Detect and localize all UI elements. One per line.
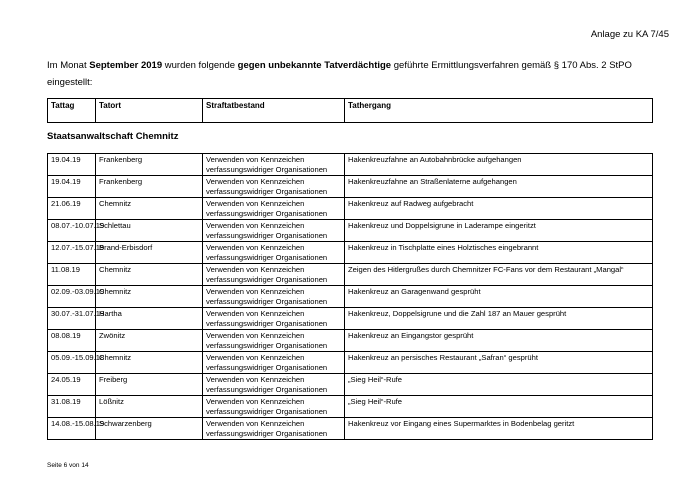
cell-offense: Verwenden von Kennzeichen verfassungswidriger Organisationen — [203, 242, 345, 264]
table-row — [48, 286, 653, 308]
cell-offense: Verwenden von Kennzeichen verfassungswidriger Organisationen — [203, 418, 345, 440]
cell-place: Chemnitz — [96, 352, 203, 374]
table-row — [48, 308, 653, 330]
table-row — [48, 154, 653, 176]
cell-place: Frankenberg — [96, 176, 203, 198]
cell-description: Hakenkreuz und Doppelsigrune in Laderampe eingeritzt — [345, 220, 653, 242]
cell-offense: Verwenden von Kennzeichen verfassungswidriger Organisationen — [203, 198, 345, 220]
case-rows — [48, 154, 653, 440]
cell-place: Chemnitz — [96, 264, 203, 286]
intro-part3: geführte Ermittlungsverfahren gemäß § 170 Abs. 2 StPO eingestellt: — [47, 60, 632, 88]
cell-offense: Verwenden von Kennzeichen verfassungswidriger Organisationen — [203, 286, 345, 308]
table-row — [48, 330, 653, 352]
intro-emphasis: gegen unbekannte Tatverdächtige — [237, 60, 392, 71]
cell-date: 24.05.19 — [48, 374, 96, 396]
cell-date: 02.09.-03.09.19 — [48, 286, 96, 308]
cell-offense: Verwenden von Kennzeichen verfassungswidriger Organisationen — [203, 396, 345, 418]
intro-paragraph — [47, 57, 653, 91]
intro-part1: Im Monat — [47, 60, 90, 71]
cell-description: Hakenkreuz an Eingangstor gesprüht — [345, 330, 653, 352]
cell-description: Hakenkreuz an Garagenwand gesprüht — [345, 286, 653, 308]
cell-offense: Verwenden von Kennzeichen verfassungswidriger Organisationen — [203, 330, 345, 352]
table-row — [48, 418, 653, 440]
cell-offense: Verwenden von Kennzeichen verfassungswidriger Organisationen — [203, 352, 345, 374]
cell-place: Chemnitz — [96, 286, 203, 308]
cell-date: 05.09.-15.09.18 — [48, 352, 96, 374]
cell-description: Hakenkreuzfahne an Straßenlaterne aufgehangen — [345, 176, 653, 198]
cell-date: 19.04.19 — [48, 176, 96, 198]
cell-date: 08.08.19 — [48, 330, 96, 352]
header-tathergang: Tathergang — [345, 99, 653, 123]
cell-offense: Verwenden von Kennzeichen verfassungswidriger Organisationen — [203, 220, 345, 242]
intro-month: September 2019 — [89, 60, 163, 71]
table-row — [48, 374, 653, 396]
cell-offense: Verwenden von Kennzeichen verfassungswidriger Organisationen — [203, 374, 345, 396]
cell-date: 11.08.19 — [48, 264, 96, 286]
annex-label: Anlage zu KA 7/45 — [590, 29, 669, 40]
cell-date: 12.07.-15.07.19 — [48, 242, 96, 264]
section-title: Staatsanwaltschaft Chemnitz — [47, 131, 179, 142]
header-tattag: Tattag — [48, 99, 96, 123]
cell-offense: Verwenden von Kennzeichen verfassungswidriger Organisationen — [203, 308, 345, 330]
cell-description: „Sieg Heil“-Rufe — [345, 374, 653, 396]
intro-part2: wurden folgende — [162, 60, 238, 71]
header-straftatbestand: Straftatbestand — [203, 99, 345, 123]
cell-place: Brand-Erbisdorf — [96, 242, 203, 264]
cell-offense: Verwenden von Kennzeichen verfassungswidriger Organisationen — [203, 154, 345, 176]
cell-description: Hakenkreuz in Tischplatte eines Holztisches eingebrannt — [345, 242, 653, 264]
cell-date: 30.07.-31.07.19 — [48, 308, 96, 330]
table-row — [48, 242, 653, 264]
table-row — [48, 220, 653, 242]
page-footer: Seite 6 von 14 — [47, 462, 89, 469]
cell-description: Zeigen des Hitlergrußes durch Chemnitzer FC-Fans vor dem Restaurant „Mangal“ — [345, 264, 653, 286]
table-row — [48, 198, 653, 220]
cell-place: Zwönitz — [96, 330, 203, 352]
cell-offense: Verwenden von Kennzeichen verfassungswidriger Organisationen — [203, 176, 345, 198]
header-tatort: Tatort — [96, 99, 203, 123]
cell-description: Hakenkreuz an persisches Restaurant „Safran“ gesprüht — [345, 352, 653, 374]
cell-date: 14.08.-15.08.19 — [48, 418, 96, 440]
cell-date: 08.07.-10.07.19 — [48, 220, 96, 242]
column-header-row — [48, 99, 653, 123]
cell-date: 19.04.19 — [48, 154, 96, 176]
cell-place: Schwarzenberg — [96, 418, 203, 440]
cell-description: Hakenkreuz, Doppelsigrune und die Zahl 187 an Mauer gesprüht — [345, 308, 653, 330]
cell-date: 31.08.19 — [48, 396, 96, 418]
cell-description: Hakenkreuz vor Eingang eines Supermarktes in Bodenbelag geritzt — [345, 418, 653, 440]
cell-place: Freiberg — [96, 374, 203, 396]
cell-place: Frankenberg — [96, 154, 203, 176]
table-row — [48, 264, 653, 286]
cell-place: Chemnitz — [96, 198, 203, 220]
cell-place: Hartha — [96, 308, 203, 330]
cell-description: Hakenkreuzfahne an Autobahnbrücke aufgehangen — [345, 154, 653, 176]
table-row — [48, 176, 653, 198]
cell-offense: Verwenden von Kennzeichen verfassungswidriger Organisationen — [203, 264, 345, 286]
cell-description: „Sieg Heil“-Rufe — [345, 396, 653, 418]
table-row — [48, 352, 653, 374]
cell-description: Hakenkreuz auf Radweg aufgebracht — [345, 198, 653, 220]
column-header-table — [47, 98, 653, 123]
cell-date: 21.06.19 — [48, 198, 96, 220]
table-row — [48, 396, 653, 418]
case-table — [47, 153, 653, 440]
cell-place: Schlettau — [96, 220, 203, 242]
cell-place: Lößnitz — [96, 396, 203, 418]
